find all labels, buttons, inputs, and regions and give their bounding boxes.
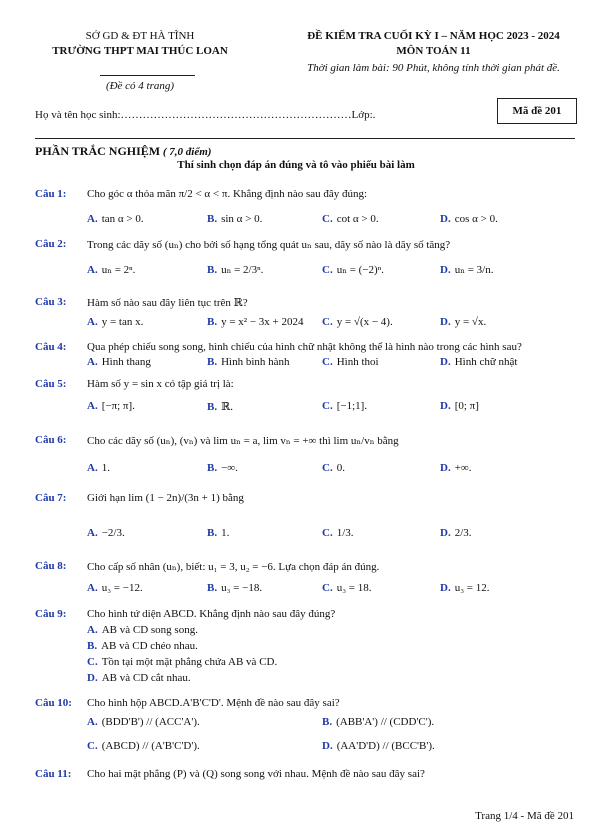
- q4-option-d[interactable]: D. Hình chữ nhật: [440, 356, 518, 368]
- q8-option-a[interactable]: A. u₃ = −12.: [87, 582, 143, 594]
- q7-option-b[interactable]: B. 1.: [207, 527, 230, 539]
- student-name-field: Họ và tên học sinh:………………………………………………………Lớp:.: [35, 109, 376, 121]
- question-9-label: Câu 9:: [35, 608, 67, 620]
- section-instruction: Thí sinh chọn đáp án đúng và tô vào phiếu bài làm: [177, 159, 415, 171]
- question-2-text: Trong các dãy số (uₙ) cho bởi số hạng tổng quát uₙ sau, dãy số nào là dãy số tăng?: [87, 239, 451, 251]
- q9-option-c[interactable]: C. Tồn tại một mặt phẳng chứa AB và CD.: [87, 656, 278, 668]
- question-11-label: Câu 11:: [35, 768, 72, 780]
- question-10-text: Cho hình hộp ABCD.A'B'C'D'. Mệnh đề nào sau đây sai?: [87, 697, 340, 709]
- question-1-text: Cho góc α thỏa mãn π/2 < α < π. Khẳng định nào sau đây đúng:: [87, 188, 368, 200]
- q10-option-d[interactable]: D. (AA'D'D) // (BCC'B').: [322, 740, 435, 752]
- section-points: ( 7,0 điểm): [162, 146, 212, 158]
- q3-option-d[interactable]: D. y = √x.: [440, 316, 487, 328]
- q4-option-a[interactable]: A. Hình thang: [87, 356, 151, 368]
- question-3-label: Câu 3:: [35, 296, 67, 308]
- section-divider: [35, 138, 575, 139]
- q8-option-d[interactable]: D. u₃ = 12.: [440, 582, 490, 594]
- question-5-label: Câu 5:: [35, 378, 67, 390]
- question-8-text: Cho cấp số nhân (uₙ), biết: u₁ = 3, u₂ = −6. Lựa chọn đáp án đúng.: [87, 561, 380, 573]
- question-6-label: Câu 6:: [35, 434, 67, 446]
- question-4-label: Câu 4:: [35, 341, 67, 353]
- q8-option-b[interactable]: B. u₃ = −18.: [207, 582, 263, 594]
- question-4-text: Qua phép chiếu song song, hình chiếu của hình chữ nhật không thể là hình nào trong các hình sau?: [87, 341, 522, 353]
- q3-option-c[interactable]: C. y = √(x − 4).: [322, 316, 393, 328]
- q1-option-b[interactable]: B. sin α > 0.: [207, 213, 263, 225]
- q2-option-b[interactable]: B. uₙ = 2/3ⁿ.: [207, 264, 264, 276]
- q5-option-a[interactable]: A. [−π; π].: [87, 400, 135, 412]
- q5-option-b[interactable]: B. ℝ.: [207, 401, 233, 413]
- q6-option-d[interactable]: D. +∞.: [440, 462, 472, 474]
- question-6-text: Cho các dãy số (uₙ), (vₙ) và lim uₙ = a, lim vₙ = +∞ thì lim uₙ/vₙ bằng: [87, 435, 399, 447]
- q7-option-c[interactable]: C. 1/3.: [322, 527, 354, 539]
- section-title: PHẦN TRẮC NGHIỆM: [35, 144, 161, 158]
- exam-title: ĐỀ KIỂM TRA CUỐI KỲ I – NĂM HỌC 2023 - 2024: [307, 30, 560, 42]
- q10-option-b[interactable]: B. (ABB'A') // (CDD'C').: [322, 716, 435, 728]
- q3-option-b[interactable]: B. y = x² − 3x + 2024: [207, 316, 304, 328]
- question-7-text: Giới hạn lim (1 − 2n)/(3n + 1) bằng: [87, 492, 244, 504]
- question-9-text: Cho hình tứ diện ABCD. Khẳng định nào sau đây đúng?: [87, 608, 336, 620]
- q1-option-d[interactable]: D. cos α > 0.: [440, 213, 498, 225]
- q10-option-a[interactable]: A. (BDD'B') // (ACC'A').: [87, 716, 200, 728]
- question-10-label: Câu 10:: [35, 697, 72, 709]
- q2-option-d[interactable]: D. uₙ = 3/n.: [440, 264, 494, 276]
- q6-option-b[interactable]: B. −∞.: [207, 462, 238, 474]
- question-7-label: Câu 7:: [35, 492, 67, 504]
- subject: MÔN TOÁN 11: [396, 45, 471, 57]
- time-note: Thời gian làm bài: 90 Phút, không tính thời gian phát đề.: [307, 62, 560, 74]
- question-8-label: Câu 8:: [35, 560, 67, 572]
- section-title-row: [35, 144, 211, 159]
- q9-option-d[interactable]: D. AB và CD cắt nhau.: [87, 672, 191, 684]
- question-3-text: Hàm số nào sau đây liên tục trên ℝ?: [87, 297, 248, 309]
- q2-option-c[interactable]: C. uₙ = (−2)ⁿ.: [322, 264, 384, 276]
- q7-option-a[interactable]: A. −2/3.: [87, 527, 125, 539]
- q1-option-a[interactable]: A. tan α > 0.: [87, 213, 144, 225]
- question-1-label: Câu 1:: [35, 188, 67, 200]
- department-name: SỞ GD & ĐT HÀ TĨNH: [85, 30, 195, 42]
- q4-option-c[interactable]: C. Hình thoi: [322, 356, 379, 368]
- q5-option-c[interactable]: C. [−1;1].: [322, 400, 368, 412]
- exam-code-box: Mã đề 201: [497, 98, 577, 124]
- question-2-label: Câu 2:: [35, 238, 67, 250]
- q10-option-c[interactable]: C. (ABCD) // (A'B'C'D').: [87, 740, 200, 752]
- header-divider: [100, 75, 195, 76]
- q5-option-d[interactable]: D. [0; π]: [440, 400, 479, 412]
- question-11-text: Cho hai mặt phẳng (P) và (Q) song song với nhau. Mệnh đề nào sau đây sai?: [87, 768, 425, 780]
- q2-option-a[interactable]: A. uₙ = 2ⁿ.: [87, 264, 136, 276]
- question-5-text: Hàm số y = sin x có tập giá trị là:: [87, 378, 234, 390]
- q8-option-c[interactable]: C. u₃ = 18.: [322, 582, 372, 594]
- q9-option-a[interactable]: A. AB và CD song song.: [87, 624, 198, 636]
- page-footer: Trang 1/4 - Mã đề 201: [475, 810, 574, 822]
- pages-note: (Đề có 4 trang): [105, 80, 175, 92]
- q4-option-b[interactable]: B. Hình bình hành: [207, 356, 290, 368]
- q6-option-c[interactable]: C. 0.: [322, 462, 345, 474]
- q9-option-b[interactable]: B. AB và CD chéo nhau.: [87, 640, 198, 652]
- q1-option-c[interactable]: C. cot α > 0.: [322, 213, 379, 225]
- q7-option-d[interactable]: D. 2/3.: [440, 527, 472, 539]
- q6-option-a[interactable]: A. 1.: [87, 462, 110, 474]
- q3-option-a[interactable]: A. y = tan x.: [87, 316, 144, 328]
- school-name: TRƯỜNG THPT MAI THÚC LOAN: [52, 45, 228, 57]
